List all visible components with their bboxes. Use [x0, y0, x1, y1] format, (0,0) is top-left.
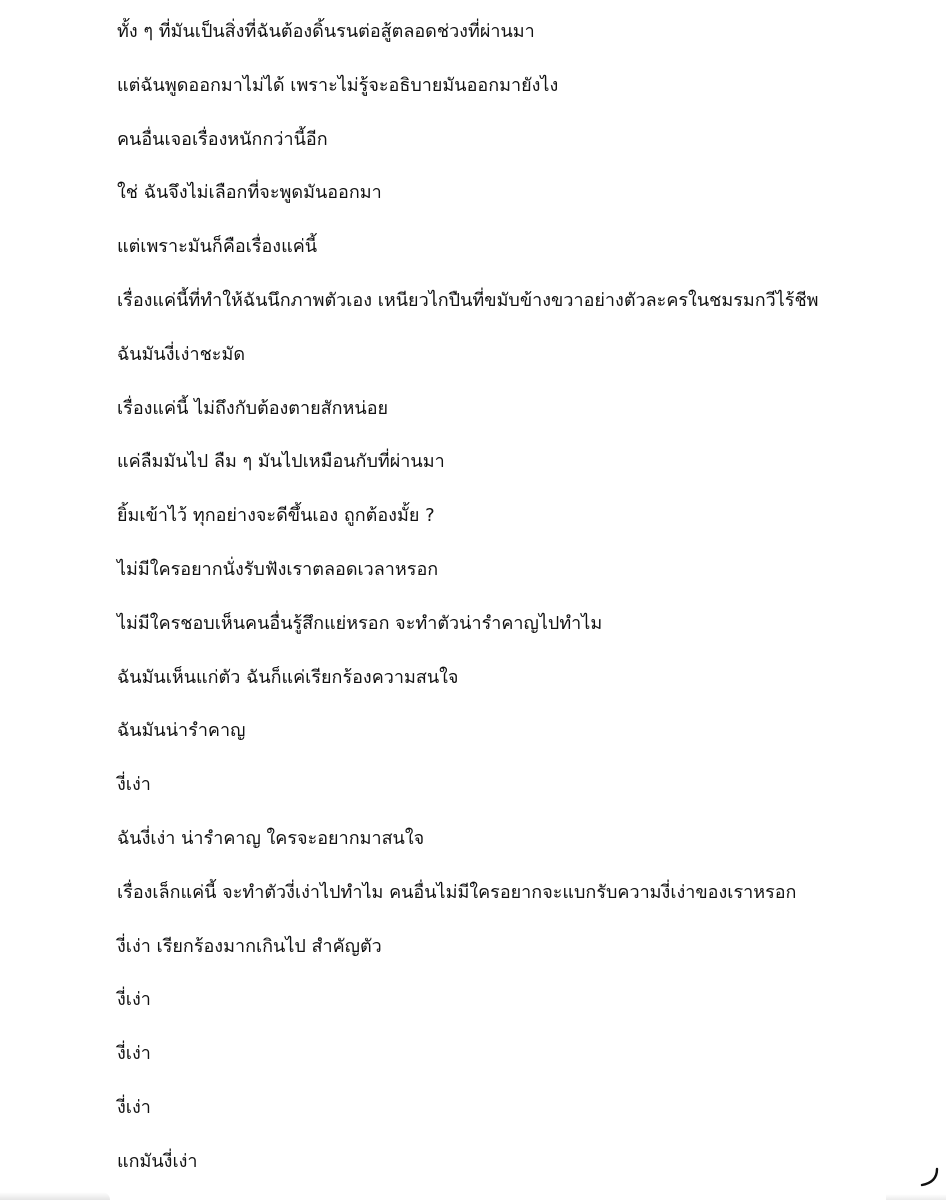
text-line: งี่เง่า	[117, 1096, 151, 1118]
text-line: แต่ฉันพูดออกมาไม่ได้ เพราะไม่รู้จะอธิบายมันออกมายังไง	[117, 74, 559, 96]
text-line: แต่เพราะมันก็คือเรื่องแค่นี้	[117, 236, 318, 258]
text-line: ทั้ง ๆ ที่มันเป็นสิ่งที่ฉันต้องดิ้นรนต่อสู้ตลอดช่วงที่ผ่านมา	[117, 21, 535, 42]
text-line: งี่เง่า	[117, 774, 151, 796]
text-line: งี่เง่า เรียกร้องมากเกินไป สำคัญตัว	[117, 935, 382, 957]
text-line: ฉันงี่เง่า น่ารำคาญ ใครจะอยากมาสนใจ	[117, 827, 425, 849]
text-line: คนอื่นเจอเรื่องหนักกว่านี้อีก	[117, 128, 328, 150]
text-line: เรื่องแค่นี้ที่ทำให้ฉันนึกภาพตัวเอง เหนียวไกปืนที่ขมับข้างขวาอย่างตัวละครในชมรมกวีไร้ชีพ	[117, 289, 819, 311]
text-line: งี่เง่า	[117, 1043, 151, 1065]
text-line: ใช่ ฉันจึงไม่เลือกที่จะพูดมันออกมา	[117, 182, 382, 204]
text-line: เรื่องเล็กแค่นี้ จะทำตัวงี่เง่าไปทำไม คนอื่นไม่มีใครอยากจะแบกรับความงี่เง่าของเราหรอก	[117, 881, 797, 903]
text-line: ฉันมันน่ารำคาญ	[117, 720, 246, 742]
text-line: เรื่องแค่นี้ ไม่ถึงกับต้องตายสักหน่อย	[117, 397, 389, 419]
text-line: ยิ้มเข้าไว้ ทุกอย่างจะดีขึ้นเอง ถูกต้องมั้ย ?	[117, 505, 435, 527]
text-line: งี่เง่า	[117, 989, 151, 1011]
bottom-edge-shadow	[0, 1192, 110, 1200]
text-lines	[117, 18, 917, 1202]
text-line: ไม่มีใครอยากนั่งรับฟังเราตลอดเวลาหรอก	[117, 558, 439, 580]
text-line: แค่ลืมมันไป ลืม ๆ มันไปเหมือนกับที่ผ่านมา	[117, 451, 445, 473]
text-line: ฉันมันงี่เง่าชะมัด	[117, 343, 246, 365]
text-line: แกมันงี่เง่า	[117, 1150, 198, 1172]
text-line: ฉันมันเห็นแก่ตัว ฉันก็แค่เรียกร้องความสนใจ	[117, 666, 459, 688]
loading-arc-icon	[918, 1166, 940, 1188]
bottom-edge-shadow-right	[886, 1194, 946, 1200]
text-line: ไม่มีใครชอบเห็นคนอื่นรู้สึกแย่หรอก จะทำตัวน่ารำคาญไปทำไม	[117, 612, 603, 634]
